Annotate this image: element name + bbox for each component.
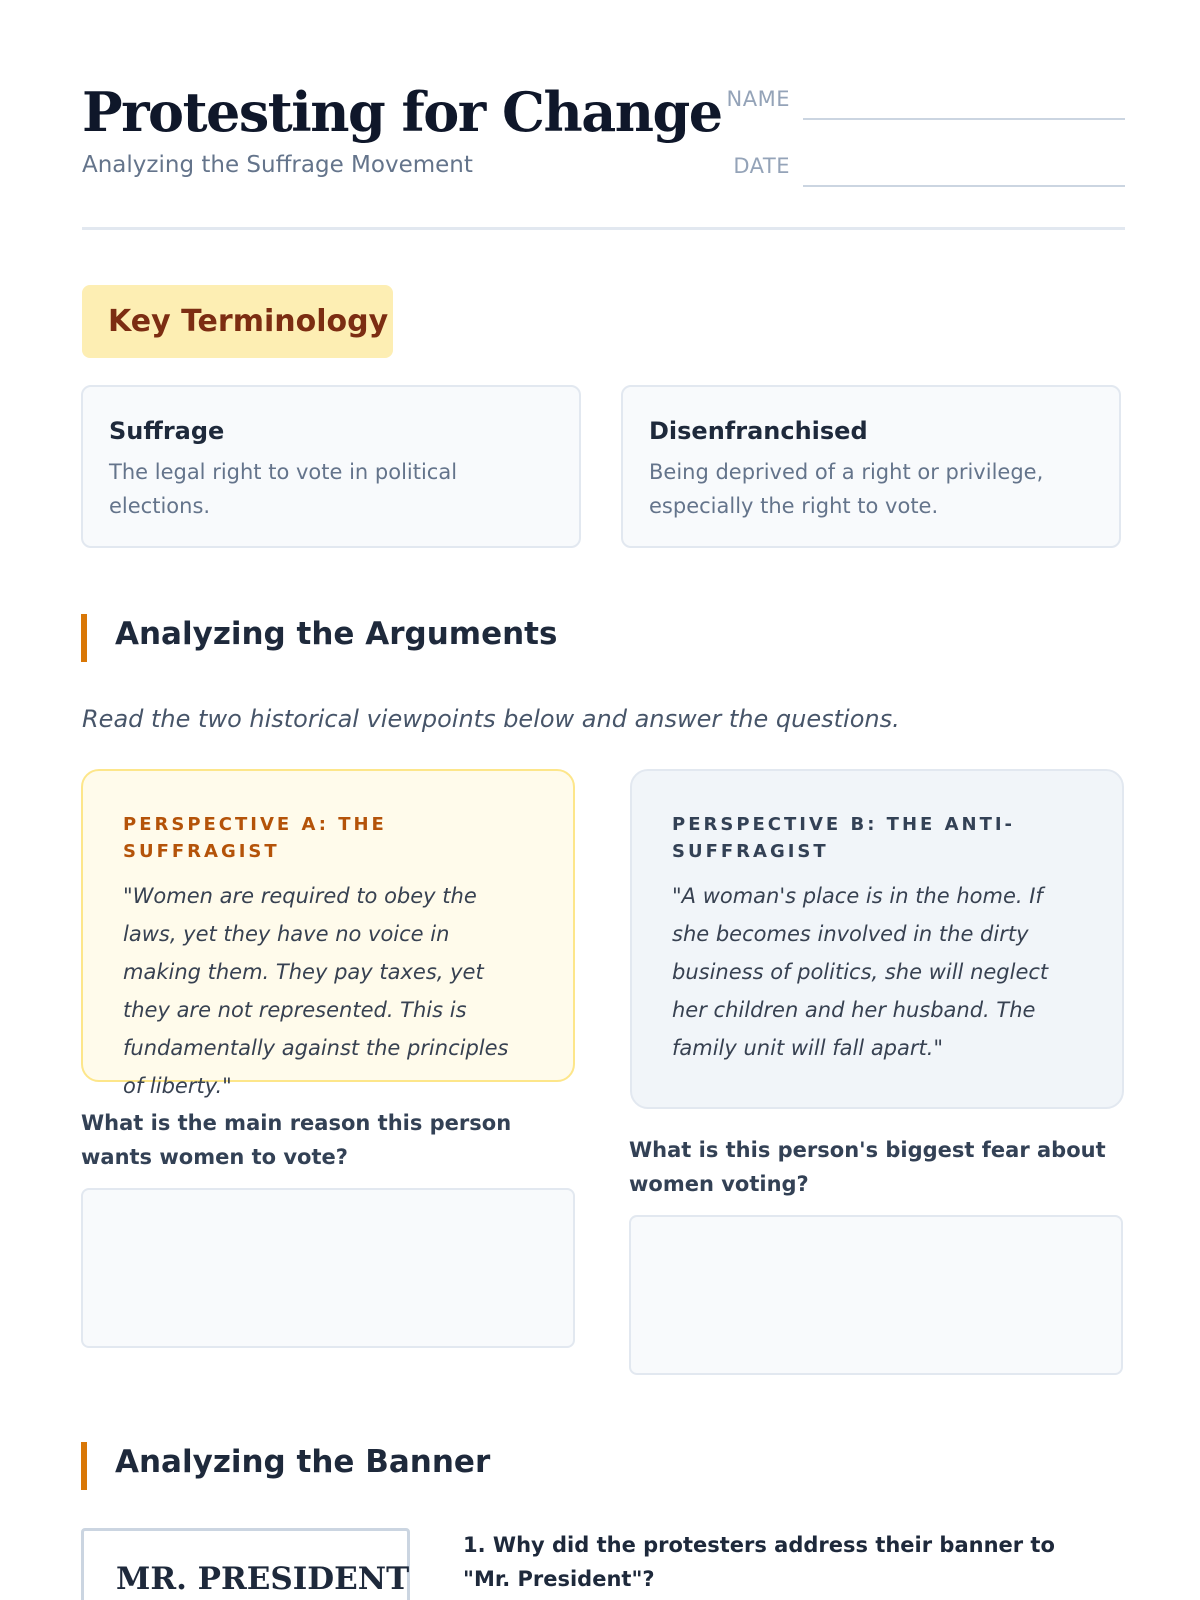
protest-banner-image: [81, 1528, 410, 1600]
term-card-suffrage: [81, 385, 581, 548]
perspective-a-question: What is the main reason this person wants women to vote?: [81, 1111, 512, 1169]
perspective-a-label: PERSPECTIVE A: THE SUFFRAGIST: [123, 814, 387, 862]
term-definition: The legal right to vote in political elections.: [109, 460, 458, 518]
perspective-b-quote: "A woman's place is in the home. If she becomes involved in the dirty business of politics, she will neglect her children and her husband. The family unit will fall apart.": [672, 884, 1049, 1060]
term-name: Disenfranchised: [649, 417, 868, 445]
term-name: Suffrage: [109, 417, 225, 445]
perspective-b-label: PERSPECTIVE B: THE ANTI-SUFFRAGIST: [672, 814, 1016, 862]
header-divider: [82, 227, 1125, 230]
banner-heading: Analyzing the Banner: [115, 1444, 491, 1480]
instructions-text: Read the two historical viewpoints below and answer the questions.: [82, 705, 900, 733]
name-label: NAME: [726, 87, 790, 111]
page-title: Protesting for Change: [82, 80, 722, 144]
date-field[interactable]: [803, 185, 1125, 187]
perspective-b-card: [630, 769, 1124, 1109]
banner-text: MR. PRESIDENT: [116, 1561, 410, 1597]
date-label: DATE: [733, 154, 790, 178]
perspective-a-quote: "Women are required to obey the laws, yet they have no voice in making them. They pay taxes, yet they are not represented. This is fundamentally against the principles of liberty.": [123, 884, 509, 1098]
arguments-heading: Analyzing the Arguments: [115, 616, 558, 652]
page-subtitle: Analyzing the Suffrage Movement: [82, 152, 473, 178]
term-card-disenfranchised: [621, 385, 1121, 548]
perspective-b-answer-box[interactable]: [629, 1215, 1123, 1375]
term-definition: Being deprived of a right or privilege, especially the right to vote.: [649, 460, 1044, 518]
key-terminology-heading: Key Terminology: [82, 285, 393, 358]
section-accent-bar: [81, 614, 87, 662]
section-accent-bar: [81, 1442, 87, 1490]
perspective-a-card: [81, 769, 575, 1098]
perspective-a-answer-box[interactable]: [81, 1188, 575, 1348]
name-field[interactable]: [803, 118, 1125, 120]
perspective-b-question: What is this person's biggest fear about women voting?: [629, 1138, 1106, 1196]
banner-question-1: 1. Why did the protesters address their banner to "Mr. President"?: [463, 1533, 1055, 1591]
